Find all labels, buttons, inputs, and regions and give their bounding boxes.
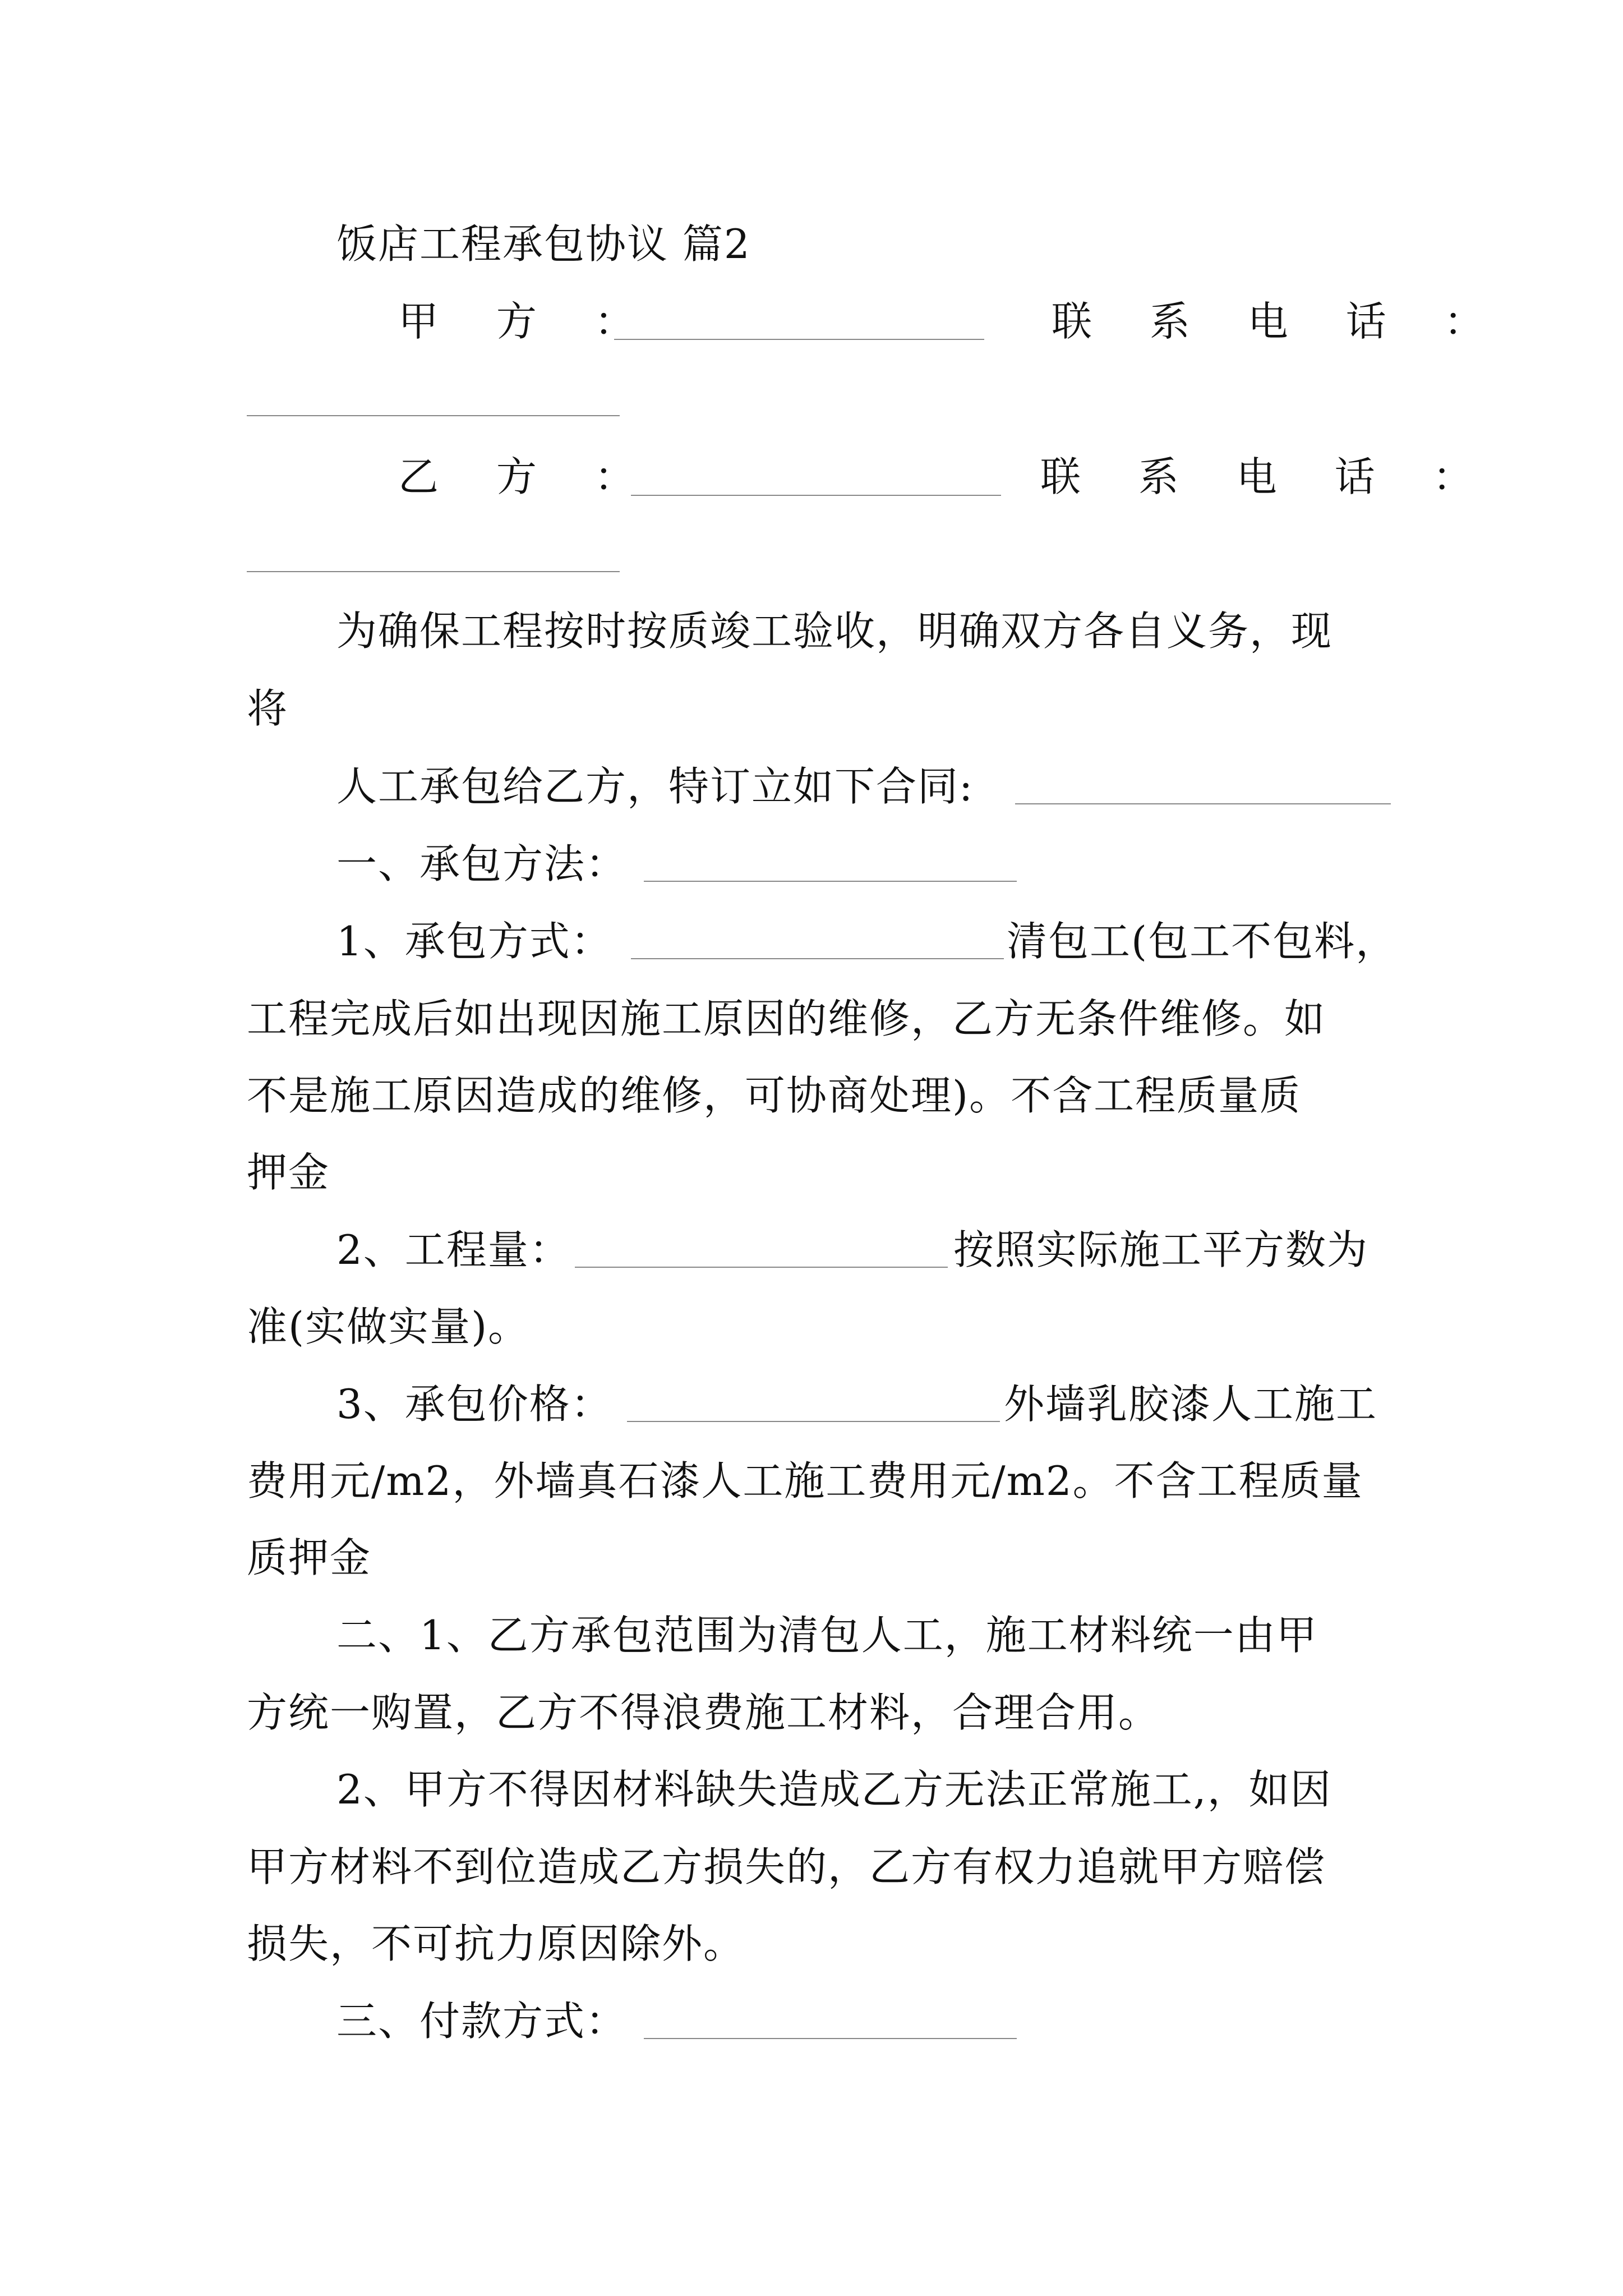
section-1-item-3-text-c: 质押金 xyxy=(247,1534,372,1581)
party-b-phone-line xyxy=(1040,449,1496,505)
intro-blank xyxy=(1015,802,1391,804)
intro-text-1: 为确保工程按时按质竣工验收，明确双方各自义务，现 xyxy=(336,608,1333,655)
section-1-item-2-blank xyxy=(575,1266,948,1268)
section-1-item-1-label: 1、承包方式： xyxy=(336,918,612,965)
section-1-item-3-line-c xyxy=(247,1530,371,1586)
party-a-phone-line xyxy=(1052,293,1507,349)
party-a-phone-label: 联 系 电 话 ： xyxy=(1052,298,1507,345)
party-b-phone-blank xyxy=(247,570,620,572)
party-b-line xyxy=(398,449,657,505)
section-1-heading xyxy=(336,836,627,892)
section-1-item-3-text-b: 费用元/m2，外墙真石漆人工施工费用元/m2。不含工程质量 xyxy=(247,1457,1363,1504)
section-1-blank xyxy=(644,880,1017,882)
section-2-item-2-text-a: 2、甲方不得因材料缺失造成乙方无法正常施工,，如因 xyxy=(336,1766,1332,1813)
section-1-item-1-text-d: 押金 xyxy=(247,1149,330,1196)
section-1-item-3-label: 3、承包价格： xyxy=(336,1381,612,1428)
party-a-label: 甲 方 ： xyxy=(398,298,657,345)
intro-line-2 xyxy=(247,680,288,737)
section-1-item-2-label: 2、工程量： xyxy=(336,1226,571,1273)
section-1-item-1-text-a xyxy=(1007,913,1397,969)
section-2-item-2-line-c xyxy=(247,1916,745,1972)
section-2-item-2-text-c: 损失，不可抗力原因除外。 xyxy=(247,1920,745,1967)
section-2-item-2-text-b: 甲方材料不到位造成乙方损失的，乙方有权力追就甲方赔偿 xyxy=(247,1843,1326,1890)
section-1-item-1-line-b xyxy=(247,991,1326,1047)
section-1-item-1-line-c xyxy=(247,1068,1301,1124)
section-1-item-2-text-b: 准(实做实量)。 xyxy=(247,1303,530,1350)
section-1-item-3-text-a xyxy=(1004,1376,1377,1432)
section-1-item-1-text-c: 不是施工原因造成的维修，可协商处理)。不含工程质量质 xyxy=(247,1072,1302,1119)
section-1-item-2-text-a-span: 按照实际施工平方数为 xyxy=(953,1226,1369,1273)
section-3-heading xyxy=(336,1993,627,2049)
section-2-item-1-text-b: 方统一购置，乙方不得浪费施工材料，合理合用。 xyxy=(247,1689,1160,1736)
section-2-item-2-line-a xyxy=(336,1761,1332,1818)
section-2-item-1-line-b xyxy=(247,1685,1160,1741)
section-3-blank xyxy=(644,2037,1017,2039)
section-1-item-2-line-b xyxy=(247,1299,529,1355)
intro-text-2: 将 xyxy=(247,685,289,732)
intro-line-1 xyxy=(336,603,1332,659)
section-1-item-1-line-a xyxy=(336,913,612,969)
party-b-phone-label: 联 系 电 话 ： xyxy=(1040,453,1496,500)
section-2-item-1-text-a: 二、1、乙方承包范围为清包人工，施工材料统一由甲 xyxy=(336,1612,1318,1659)
section-2-item-1-line-a xyxy=(336,1607,1318,1663)
party-b-blank xyxy=(631,494,1001,496)
section-1-item-1-blank xyxy=(631,957,1004,959)
party-b-label: 乙 方 ： xyxy=(398,453,657,500)
section-1-item-3-line-b xyxy=(247,1453,1363,1509)
section-1-item-1-text-a-span: 清包工(包工不包料， xyxy=(1007,918,1398,965)
section-1-item-1-line-d xyxy=(247,1144,330,1200)
title-text: 饭店工程承包协议 篇2 xyxy=(336,220,751,268)
intro-line-3 xyxy=(336,758,974,815)
section-1-item-3-blank xyxy=(627,1420,1000,1422)
document-title xyxy=(336,216,751,272)
section-1-item-2-text-a xyxy=(953,1222,1368,1278)
section-2-item-2-line-b xyxy=(247,1839,1326,1895)
party-a-line xyxy=(398,293,657,349)
section-1-heading-text: 一、承包方法： xyxy=(336,840,628,887)
section-1-item-2-line-a xyxy=(336,1222,571,1278)
section-1-item-3-line-a xyxy=(336,1376,612,1432)
intro-text-3: 人工承包给乙方，特订立如下合同: xyxy=(336,763,974,810)
party-a-blank xyxy=(614,338,984,340)
party-a-phone-blank xyxy=(247,414,620,416)
section-1-item-3-text-a-span: 外墙乳胶漆人工施工 xyxy=(1004,1381,1378,1428)
section-3-heading-text: 三、付款方式： xyxy=(336,1998,628,2045)
section-1-item-1-text-b: 工程完成后如出现因施工原因的维修，乙方无条件维修。如 xyxy=(247,995,1326,1042)
